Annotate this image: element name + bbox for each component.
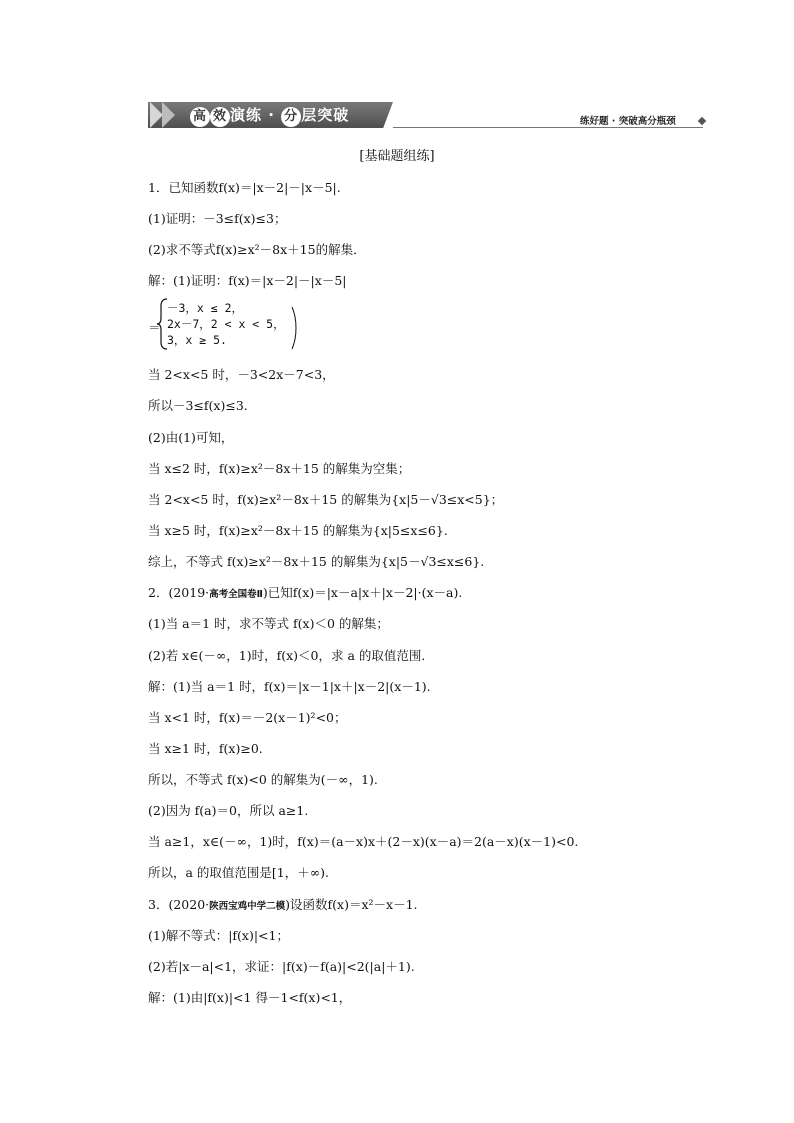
q1-solution-start: 解：(1)证明：f(x)＝|x－2|－|x－5|: [148, 273, 347, 288]
solution-line: (2)因为 f(a)＝0，所以 a≥1.: [148, 803, 309, 818]
header-right-note: 练好题 · 突破高分瓶颈: [580, 116, 676, 127]
header-rule: [393, 127, 703, 128]
solution-line: 所以－3≤f(x)≤3.: [148, 398, 248, 413]
chevron-right-icon: [162, 102, 175, 128]
q1-part1: (1)证明：－3≤f(x)≤3；: [148, 211, 287, 226]
q1-part2: (2)求不等式f(x)≥x²－8x＋15的解集．: [148, 242, 366, 257]
section-title: [基础题组练]: [359, 149, 435, 164]
solution-line: 所以，a 的取值范围是[1，＋∞).: [148, 865, 330, 880]
source-label: 高考全国卷Ⅱ: [209, 589, 263, 600]
solution-line: 解：(1)当 a＝1 时，f(x)＝|x－1|x＋|x－2|(x－1).: [148, 679, 431, 694]
solution-line: 当 x≥5 时，f(x)≥x²－8x＋15 的解集为{x|5≤x≤6}.: [148, 523, 448, 538]
piecewise-row: 2x－7，2 < x < 5，: [167, 317, 285, 331]
solution-line: 当 x≥1 时，f(x)≥0.: [148, 741, 263, 756]
q3-stem: 3．(2020·陕西宝鸡中学二模)设函数f(x)＝x²－x－1.: [148, 897, 418, 912]
piecewise-rows: [167, 300, 285, 348]
q2-part2: (2)若 x∈(－∞，1)时，f(x)＜0，求 a 的取值范围．: [148, 648, 434, 663]
piecewise-row: －3，x ≤ 2，: [167, 301, 244, 315]
source-label: 陕西宝鸡中学二模: [209, 901, 286, 912]
right-bracket-icon: [290, 306, 298, 350]
q3-part1: (1)解不等式：|f(x)|<1；: [148, 928, 289, 943]
solution-line: 当 x<1 时，f(x)＝－2(x－1)²<0；: [148, 710, 347, 725]
solution-line: 综上，不等式 f(x)≥x²－8x＋15 的解集为{x|5－√3≤x≤6}.: [148, 554, 485, 569]
q2-stem: 2．(2019·高考全国卷Ⅱ)已知f(x)＝|x－a|x＋|x－2|·(x－a).: [148, 585, 463, 600]
q2-part1: (1)当 a＝1 时，求不等式 f(x)＜0 的解集；: [148, 616, 389, 631]
q1-stem: 1．已知函数f(x)＝|x－2|－|x－5|.: [148, 180, 341, 195]
q3-part2: (2)若|x－a|<1，求证：|f(x)－f(a)|<2(|a|＋1).: [148, 959, 415, 974]
solution-line: 所以，不等式 f(x)<0 的解集为(－∞，1).: [148, 772, 378, 787]
solution-line: 当 x≤2 时，f(x)≥x²－8x＋15 的解集为空集；: [148, 461, 411, 476]
piecewise-row: 3，x ≥ 5.: [167, 333, 227, 347]
solution-line: 当 a≥1，x∈(－∞，1)时，f(x)＝(a－x)x＋(2－x)(x－a)＝2(a－x)(x－1)<0.: [148, 834, 579, 849]
diamond-icon: [698, 117, 706, 125]
solution-line: 当 2<x<5 时，f(x)≥x²－8x＋15 的解集为{x|5－√3≤x<5}；: [148, 492, 504, 507]
solution-line: 解：(1)由|f(x)|<1 得－1<f(x)<1，: [148, 990, 352, 1005]
piecewise-equals: ＝: [148, 320, 161, 335]
solution-line: (2)由(1)可知，: [148, 430, 234, 445]
banner-title: 高 效 演练 · 分 层突破: [190, 104, 349, 127]
solution-line: 当 2<x<5 时，－3<2x－7<3，: [148, 367, 335, 382]
